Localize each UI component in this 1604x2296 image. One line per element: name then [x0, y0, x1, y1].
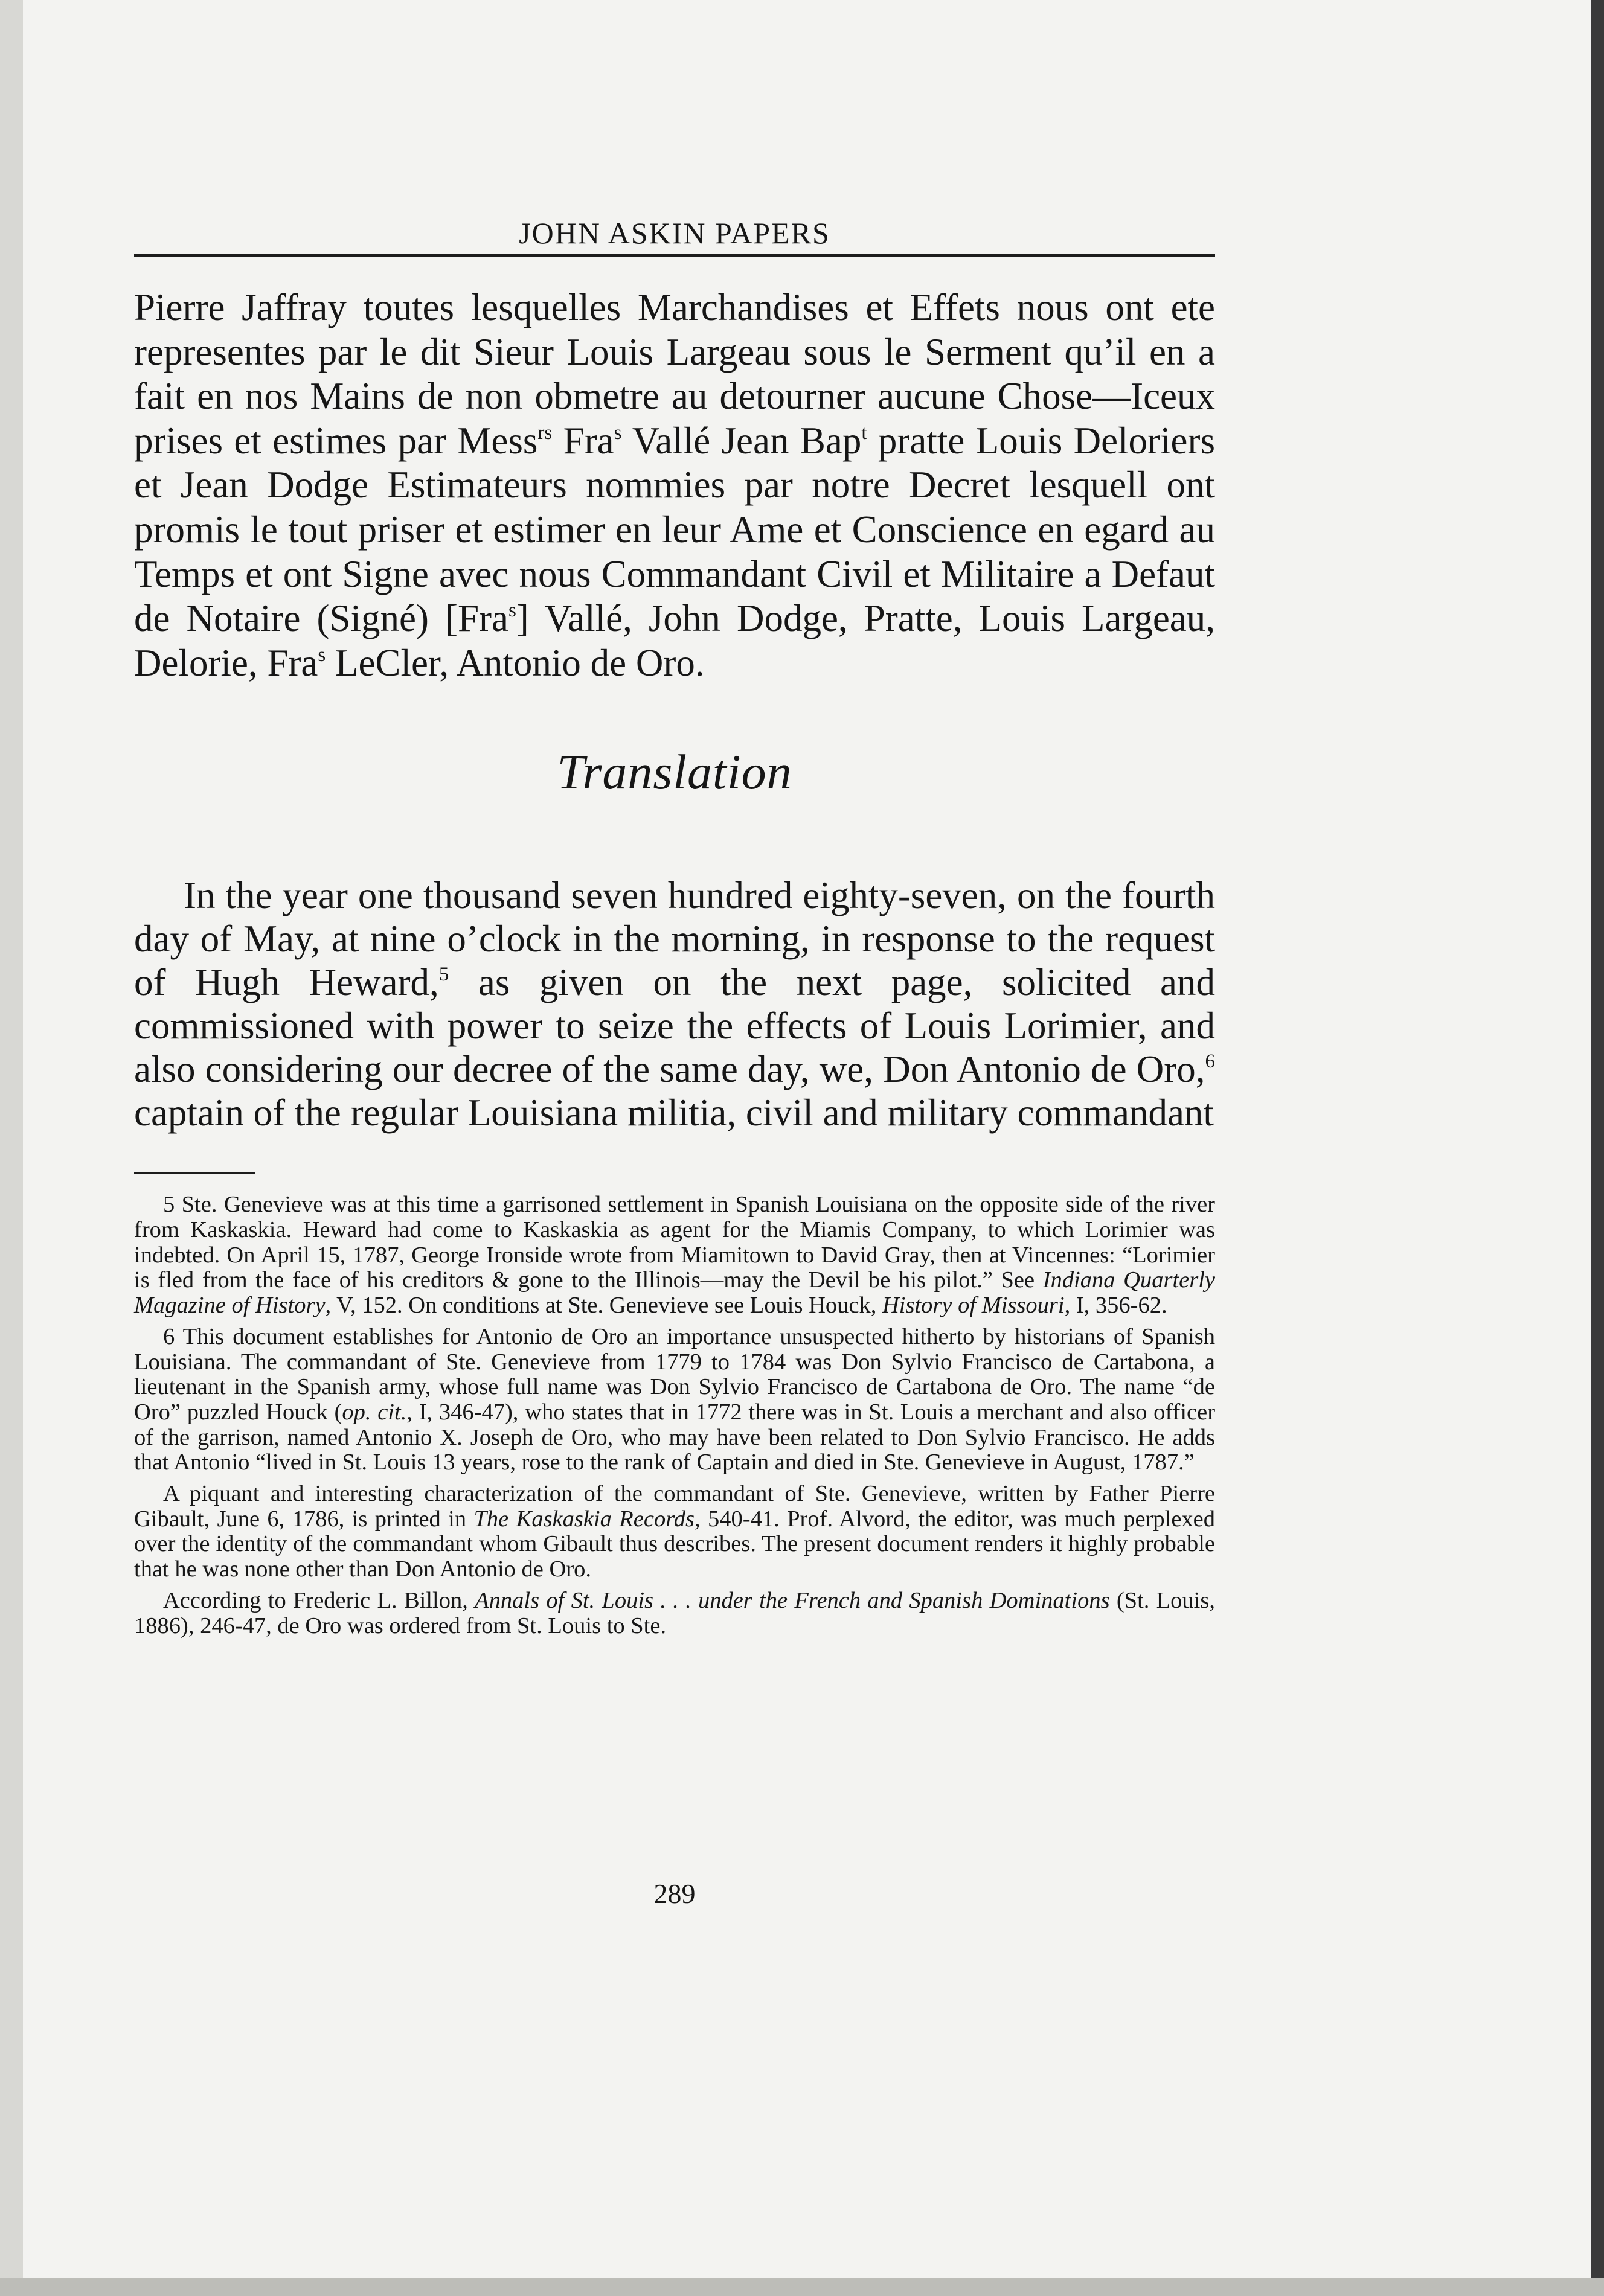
text-run: According to Frederic L. Billon,: [163, 1587, 475, 1613]
text-run: Pierre Jaffray toutes lesquelles Marchandises et Effets nous ont ete representes par le dit Sieur Louis Largeau sous le Serment qu’il en a fait en nos Mains de non obmetre au detourner aucune Chose—Iceux prises et estimes par Mess: [134, 286, 1215, 462]
text-run: Vallé Jean Bap: [621, 419, 862, 462]
text-run: 6 This document establishes for Antonio de Oro an importance unsuspected hitherto by historians of Spanish Louisiana. The commandant of Ste. Genevieve from 1779 to 1784 was Don Sylvio Francisco de Cartabona, a lieutenant in the Spanish army, whose full name was Don Sylvio Francisco de Cartabona de Oro. The name “de Oro” puzzled Houck (: [134, 1323, 1215, 1425]
superscript: s: [508, 600, 516, 622]
page-number: 289: [653, 1878, 696, 1909]
italic-title: History of Missouri: [882, 1293, 1065, 1319]
section-heading: Translation: [557, 744, 792, 800]
text-run: LeCler, Antonio de Oro.: [326, 641, 705, 684]
superscript: s: [614, 421, 622, 444]
footnote-5: [134, 1192, 1215, 1319]
text-run: ] Vallé, John Dodge, Pratte, Louis Largeau, Delorie, Fra: [134, 597, 1215, 684]
footnote-rule: [134, 1172, 255, 1174]
text-run: pratte Louis Deloriers et Jean Dodge Estimateurs nommies par notre Decret lesquell ont promis le tout priser et estimer en leur Ame et Conscience en egard au Temps et ont Signe avec nous Commandant Civil et Militaire a Defaut de Notaire (Signé) [Fra: [134, 419, 1216, 640]
french-paragraph: [134, 286, 1215, 685]
text-run: A piquant and interesting characterization of the commandant of Ste. Genevieve, written by Father Pierre Gibault, June 6, 1786, is printed in: [134, 1481, 1215, 1532]
text-run: (St. Louis, 1886), 246-47, de Oro was ordered from St. Louis to Ste.: [134, 1587, 1215, 1639]
text-run: , 540-41. Prof. Alvord, the editor, was much perplexed over the identity of the commandant whom Gibault thus describes. The present document renders it highly probable that he was none other than Don Antonio de Oro.: [134, 1506, 1215, 1582]
translation-paragraph: [134, 874, 1215, 1134]
header-rule: [134, 254, 1215, 257]
superscript: t: [861, 421, 867, 444]
running-head: JOHN ASKIN PAPERS: [519, 216, 830, 250]
superscript: rs: [537, 421, 553, 444]
footnote-6-continued-2: [134, 1588, 1215, 1639]
text-run: , V, 152. On conditions at Ste. Genevieve see Louis Houck,: [325, 1293, 882, 1319]
scan-edge-bottom: [0, 2278, 1604, 2296]
italic-title: The Kaskaskia Records: [473, 1506, 695, 1532]
text-run: Fra: [552, 419, 614, 462]
superscript: s: [318, 644, 326, 666]
text-run: , I, 356-62.: [1064, 1293, 1167, 1319]
superscript: 6: [1205, 1050, 1215, 1073]
text-run: captain of the regular Louisiana militia, civil and military commandant: [134, 1092, 1214, 1134]
text-run: , I, 346-47), who states that in 1772 there was in St. Louis a merchant and also officer of the garrison, named Antonio X. Joseph de Oro, who may have been related to Don Sylvio Francisco. He adds that Antonio “lived in St. Louis 13 years, rose to the rank of Captain and died in Ste. Genevieve in August, 1787.”: [134, 1399, 1216, 1476]
scan-edge-left: [0, 0, 23, 2296]
text-run: In the year one thousand seven hundred eighty-seven, on the fourth day of May, at nine o’clock in the morning, in response to the request of Hugh Heward,: [134, 874, 1215, 1004]
text-run: as given on the next page, solicited and commissioned with power to seize the effects of Louis Lorimier, and also considering our decree of the same day, we, Don Antonio de Oro,: [134, 961, 1215, 1091]
footnote-6: [134, 1325, 1215, 1476]
italic-title: Indiana Quarterly Magazine of History: [134, 1267, 1215, 1319]
scan-edge-right: [1591, 0, 1604, 2296]
text-run: 5 Ste. Genevieve was at this time a garrisoned settlement in Spanish Louisiana on the opposite side of the river from Kaskaskia. Heward had come to Kaskaskia as agent for the Miamis Company, to which Lorimier was indebted. On April 15, 1787, George Ironside wrote from Miamitown to David Gray, then at Vincennes: “Lorimier is fled from the face of his creditors & gone to the Illinois—may the Devil be his pilot.” See: [134, 1192, 1215, 1293]
italic-title: op. cit.: [342, 1399, 407, 1425]
superscript: 5: [438, 964, 449, 986]
book-page: [134, 214, 1215, 1639]
footnotes: [134, 1192, 1215, 1639]
footnote-6-continued: [134, 1482, 1215, 1582]
italic-title: Annals of St. Louis . . . under the French and Spanish Dominations: [475, 1587, 1110, 1613]
